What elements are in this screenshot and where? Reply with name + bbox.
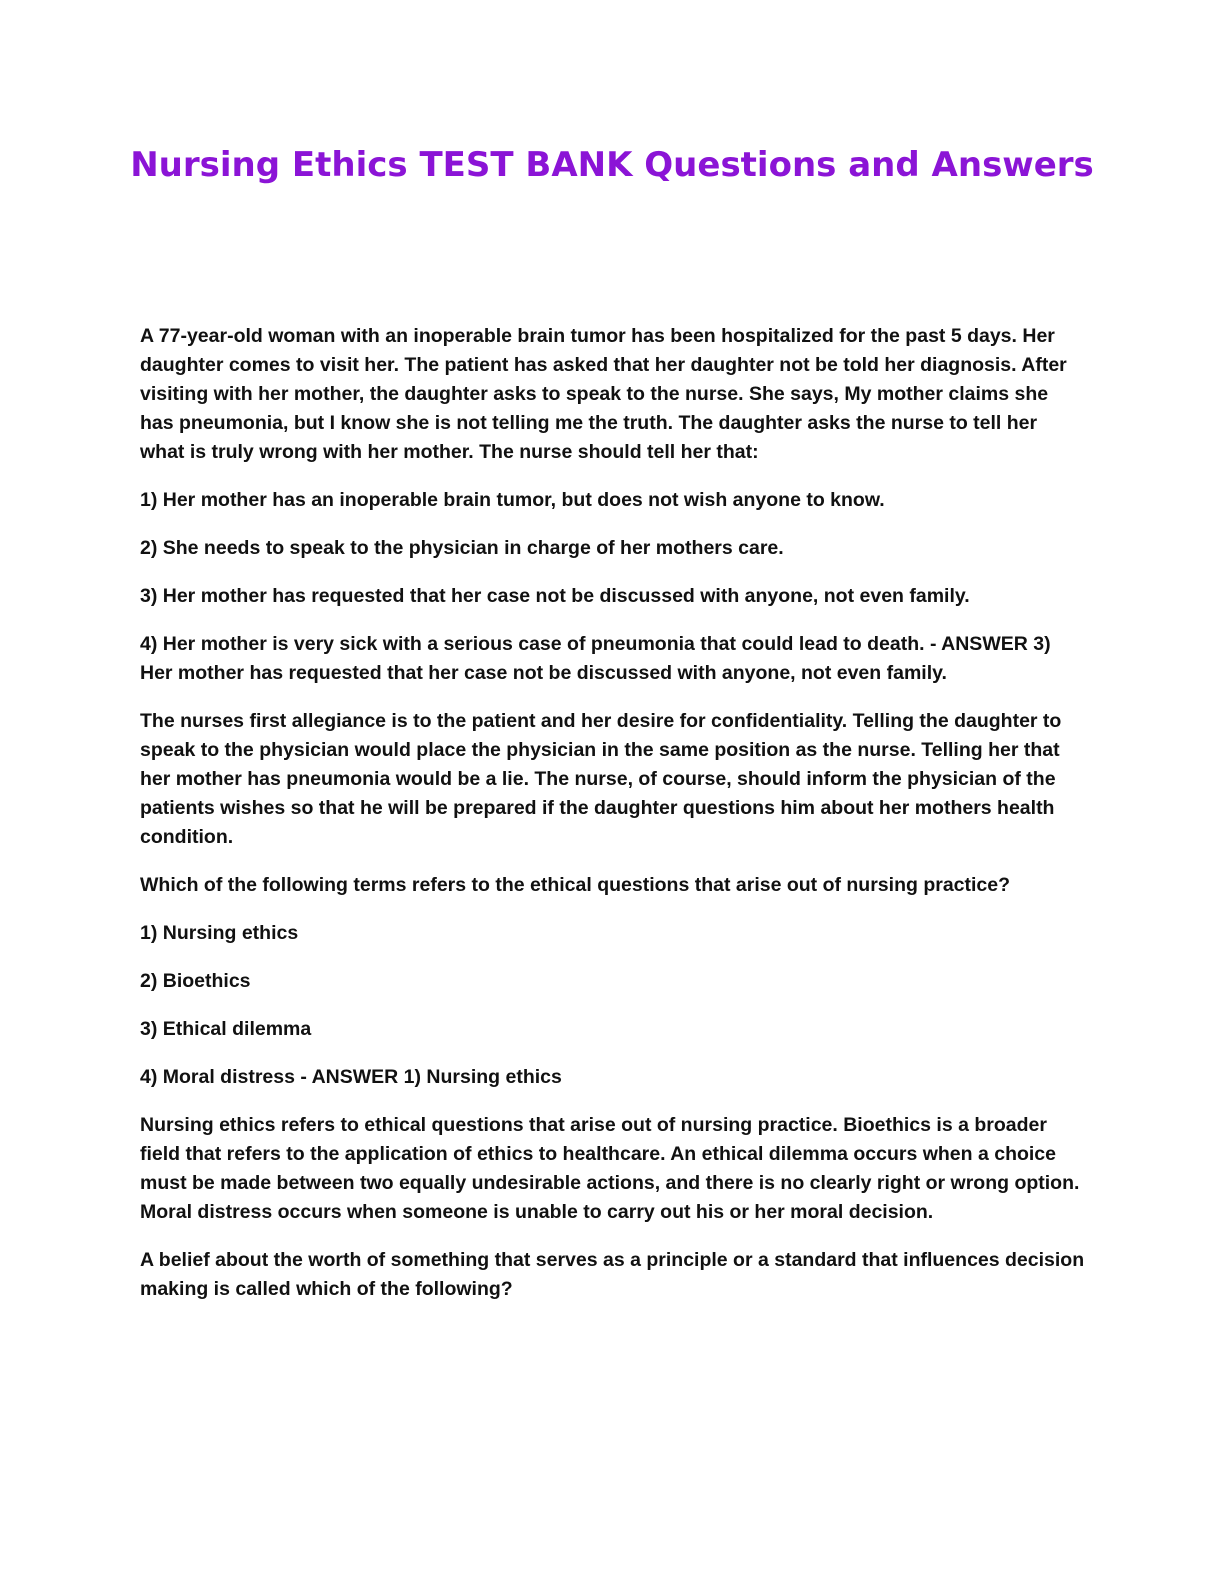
question-2-option-4-answer: 4) Moral distress - ANSWER 1) Nursing ethics [140, 1066, 562, 1088]
document-body [140, 322, 1085, 1323]
question-1-rationale: The nurses first allegiance is to the patient and her desire for confidentiality. Telling the daughter to speak to the physician would place the physician in the same position as the nurse. Telling her that her mother has pneumonia would be a lie. The nurse, of course, should inform the physician of the patients wishes so that he will be prepared if the daughter questions him about her mothers health condition. [140, 710, 1062, 848]
question-1-option-2: 2) She needs to speak to the physician in charge of her mothers care. [140, 537, 784, 559]
question-1-option-1: 1) Her mother has an inoperable brain tumor, but does not wish anyone to know. [140, 489, 885, 511]
question-3-stem: A belief about the worth of something that serves as a principle or a standard that influences decision making is called which of the following? [140, 1249, 1085, 1300]
question-2-option-1: 1) Nursing ethics [140, 922, 299, 944]
question-2-rationale: Nursing ethics refers to ethical questions that arise out of nursing practice. Bioethics is a broader field that refers to the application of ethics to healthcare. An ethical dilemma occurs when a choice must be made between two equally undesirable actions, and there is no clearly right or wrong option. Moral distress occurs when someone is unable to carry out his or her moral decision. [140, 1114, 1080, 1223]
question-1-option-4-answer: 4) Her mother is very sick with a serious case of pneumonia that could lead to death. - ANSWER 3) Her mother has requested that her case not be discussed with anyone, not even family. [140, 633, 1051, 684]
question-2-stem: Which of the following terms refers to the ethical questions that arise out of nursing practice? [140, 874, 1011, 896]
question-1-option-3: 3) Her mother has requested that her case not be discussed with anyone, not even family. [140, 585, 970, 607]
question-2-option-2: 2) Bioethics [140, 970, 251, 992]
question-1-stem: A 77-year-old woman with an inoperable brain tumor has been hospitalized for the past 5 days. Her daughter comes to visit her. The patient has asked that her daughter not be told her diagnosis. After visiting with her mother, the daughter asks to speak to the nurse. She says, My mother claims she has pneumonia, but I know she is not telling me the truth. The daughter asks the nurse to tell her what is truly wrong with her mother. The nurse should tell her that: [140, 325, 1067, 463]
question-2-option-3: 3) Ethical dilemma [140, 1018, 312, 1040]
page-title: Nursing Ethics TEST BANK Questions and Answers [130, 145, 1094, 185]
